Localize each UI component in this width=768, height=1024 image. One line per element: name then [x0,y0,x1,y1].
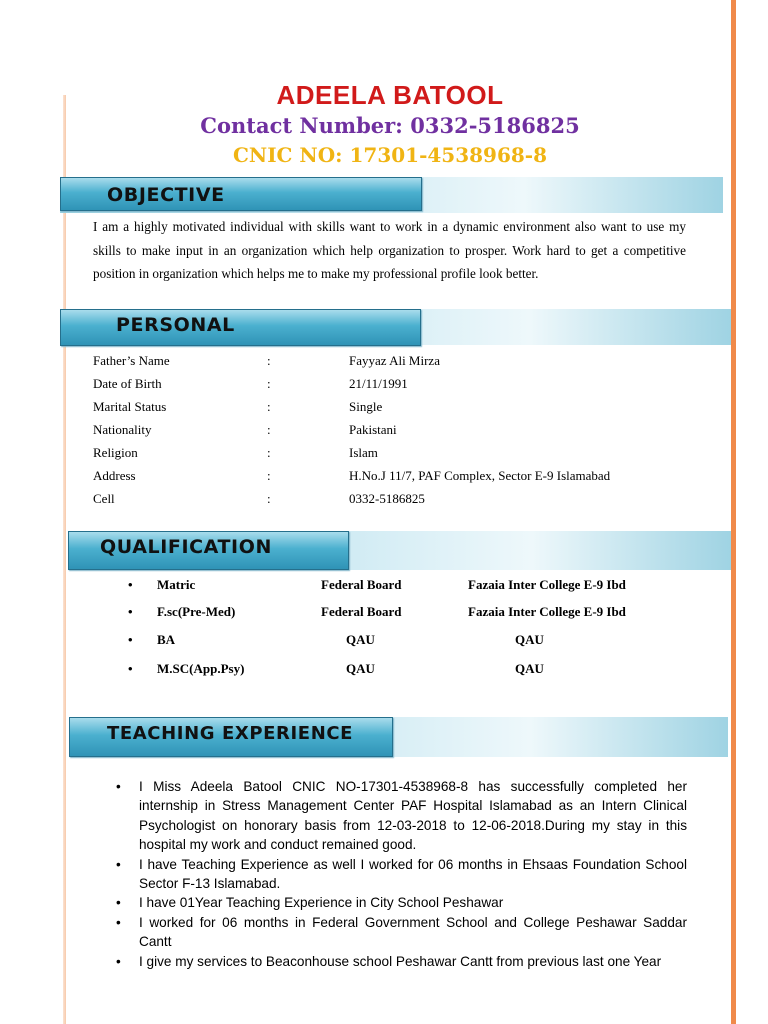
experience-text: I have Teaching Experience as well I worked for 06 months in Ehsaas Foundation School Sector F-13 Islamabad. [139,856,687,892]
bullet-icon: • [128,661,133,676]
bullet-icon: • [116,856,121,872]
qualification-institute: Fazaia Inter College E-9 Ibd [468,577,626,592]
experience-text: I have 01Year Teaching Experience in City School Peshawar [139,895,504,911]
list-item [113,893,687,912]
qualification-section-band [68,531,731,570]
qualification-institute: QAU [515,632,544,647]
personal-separator: : [267,468,271,483]
personal-value: 21/11/1991 [349,376,408,391]
personal-label: Date of Birth [93,376,162,391]
personal-separator: : [267,422,271,437]
bullet-icon: • [128,632,133,647]
objective-text: I am a highly motivated individual with skills want to work in a dynamic environment also want to use my skills to make input in an organization which help organization to prosper. Work hard to get a competitive position in organization which helps me to make my professional profile look better. [93,219,686,281]
teaching-experience-list [113,777,687,971]
qualification-degree: M.SC(App.Psy) [157,661,245,676]
list-item [113,855,687,894]
personal-separator: : [267,491,271,506]
bullet-icon: • [116,914,121,930]
qualification-heading: QUALIFICATION [68,531,349,570]
personal-value: Fayyaz Ali Mirza [349,353,440,368]
personal-label: Address [93,468,136,483]
candidate-name: ADEELA BATOOL [276,80,504,110]
personal-value: 0332-5186825 [349,491,425,506]
experience-text: I Miss Adeela Batool CNIC NO-17301-4538968-8 has successfully completed her internship in Stress Management Center PAF Hospital Islamabad as an Intern Clinical Psychologist on honorary basis from 12-03-2018 to 12-06-2018.During my stay in this hospital my work and conduct remained good. [139,779,687,853]
qualification-board: Federal Board [321,604,402,619]
objective-section-band [60,177,723,213]
personal-label: Religion [93,445,138,460]
personal-section-band [60,309,731,345]
personal-heading: PERSONAL [60,309,421,346]
qualification-board: Federal Board [321,577,402,592]
qualification-degree: Matric [157,577,196,592]
experience-text: I give my services to Beaconhouse school Peshawar Cantt from previous last one Year [139,953,662,969]
personal-value: H.No.J 11/7, PAF Complex, Sector E-9 Islamabad [349,468,611,483]
personal-label: Nationality [93,422,152,437]
contact-number: Contact Number: 0332-5186825 [200,113,580,138]
list-item [113,913,687,952]
bullet-icon: • [116,895,121,911]
qualification-institute: QAU [515,661,544,676]
qualification-board: QAU [346,632,375,647]
teaching-section-band [69,717,728,757]
personal-label: Cell [93,491,115,506]
personal-separator: : [267,353,271,368]
personal-value: Pakistani [349,422,397,437]
cnic-number: CNIC NO: 17301-4538968-8 [233,143,547,167]
bullet-icon: • [116,953,121,969]
qualification-degree: BA [157,632,176,647]
list-item [113,777,687,855]
bullet-icon: • [128,577,133,592]
objective-heading: OBJECTIVE [60,177,422,211]
bullet-icon: • [128,604,133,619]
experience-text: I worked for 06 months in Federal Government School and College Peshawar Saddar Cantt [139,914,687,950]
page-border-left [63,95,66,1024]
personal-separator: : [267,399,271,414]
qualification-institute: Fazaia Inter College E-9 Ibd [468,604,626,619]
personal-label: Father’s Name [93,353,170,368]
qualification-degree: F.sc(Pre-Med) [157,604,236,619]
personal-separator: : [267,445,271,460]
personal-value: Single [349,399,383,414]
personal-label: Marital Status [93,399,167,414]
personal-value: Islam [349,445,378,460]
bullet-icon: • [116,779,121,794]
list-item [113,952,687,971]
qualification-board: QAU [346,661,375,676]
teaching-heading: TEACHING EXPERIENCE [69,717,393,757]
personal-separator: : [267,376,271,391]
